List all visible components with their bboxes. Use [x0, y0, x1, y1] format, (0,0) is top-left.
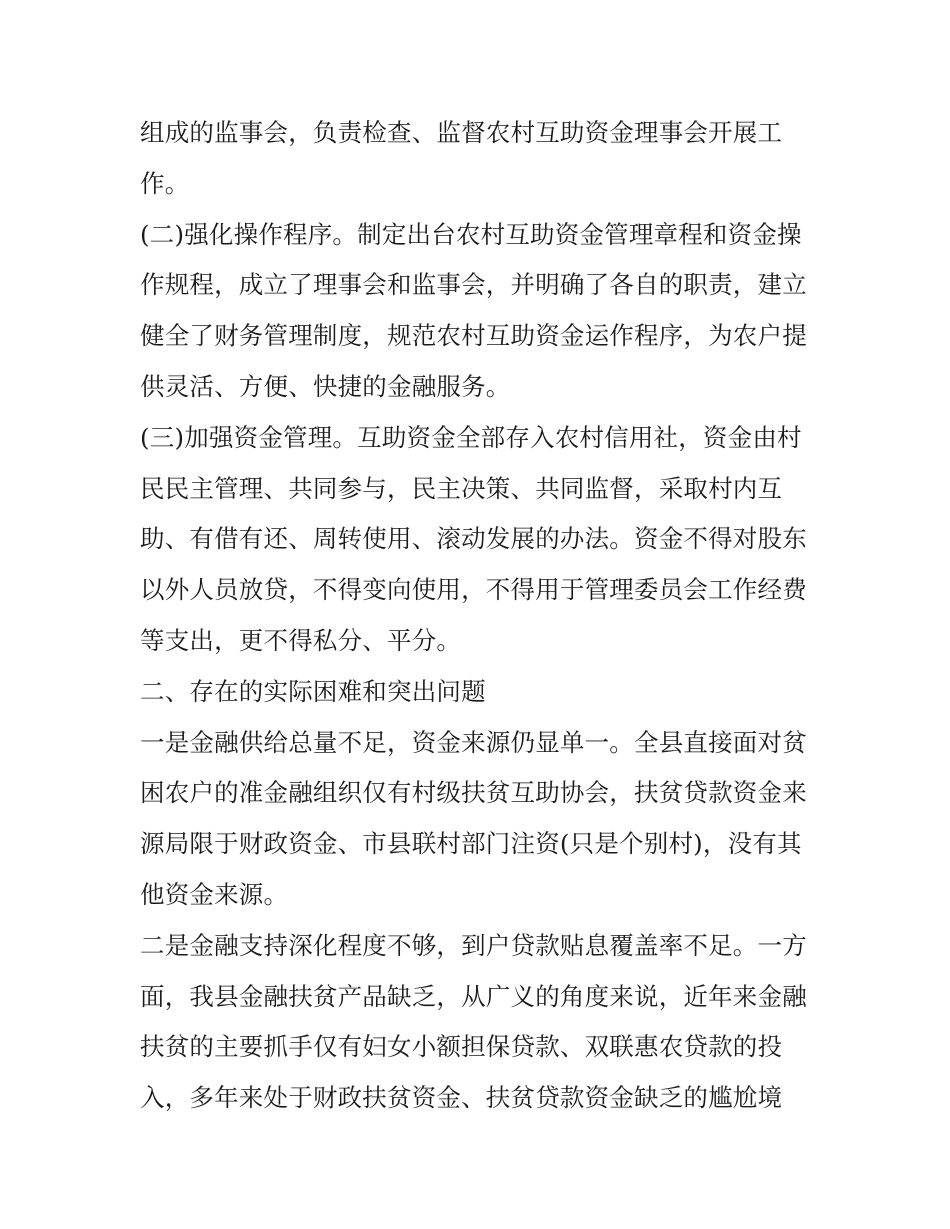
document-body	[140, 108, 820, 1124]
text-line: 他资金来源。	[140, 879, 289, 909]
text-line: 组成的监事会，负责检查、监督农村互助资金理事会开展工	[140, 118, 783, 147]
text-line: 入，多年来处于财政扶贫资金、扶贫贷款资金缺乏的尴尬境	[140, 1083, 783, 1113]
text-line: 作。	[140, 168, 190, 198]
text-line: 一是金融供给总量不足，资金来源仍显单一。全县直接面对贫	[140, 727, 807, 757]
text-line: 困农户的准金融组织仅有村级扶贫互助协会，扶贫贷款资金来	[140, 778, 807, 808]
text-line: (二)强化操作程序。制定出台农村互助资金管理章程和资金操	[140, 219, 802, 249]
text-line: 以外人员放贷，不得变向使用，不得用于管理委员会工作经费	[140, 575, 807, 605]
text-line: 扶贫的主要抓手仅有妇女小额担保贷款、双联惠农贷款的投	[140, 1032, 783, 1062]
text-line: 供灵活、方便、快捷的金融服务。	[140, 371, 511, 401]
text-line: 作规程，成立了理事会和监事会，并明确了各自的职责，建立	[140, 270, 807, 300]
text-line: 助、有借有还、周转使用、滚动发展的办法。资金不得对股东	[140, 524, 807, 554]
text-line: 等支出，更不得私分、平分。	[140, 625, 462, 655]
text-line: 民民主管理、共同参与，民主决策、共同监督，采取村内互	[140, 473, 783, 503]
text-line: 健全了财务管理制度，规范农村互助资金运作程序，为农户提	[140, 321, 807, 351]
text-line: 面，我县金融扶贫产品缺乏，从广义的角度来说，近年来金融	[140, 981, 807, 1011]
text-line: (三)加强资金管理。互助资金全部存入农村信用社，资金由村	[140, 422, 802, 452]
section-heading: 二、存在的实际困难和突出问题	[140, 676, 486, 706]
text-line: 源局限于财政资金、市县联村部门注资(只是个别村)，没有其	[140, 829, 802, 859]
text-line: 二是金融支持深化程度不够，到户贷款贴息覆盖率不足。一方	[140, 930, 807, 960]
